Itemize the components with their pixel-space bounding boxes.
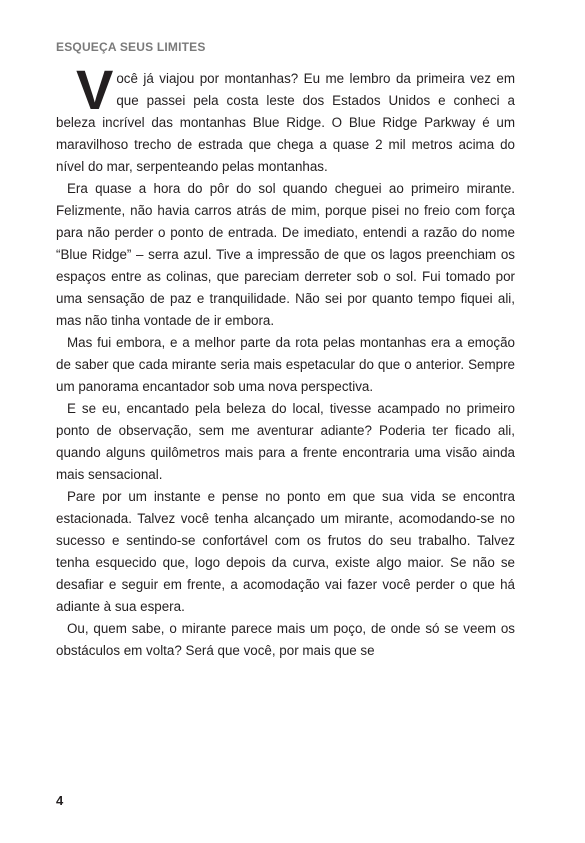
paragraph-2: Era quase a hora do pôr do sol quando cheguei ao primeiro mirante. Felizmente, não havia carros atrás de mim, porque pisei no freio com força para não perder o ponto de entrada. De imediato, entendi a razão do nome “Blue Ridge” – serra azul. Tive a impressão de que os lagos preenchiam os espaços entre as colinas, que pareciam derreter sob o sol. Fui tomado por uma sensação de paz e tranquilidade. Não sei por quanto tempo fiquei ali, mas não tinha vontade de ir embora. <box>56 181 515 328</box>
paragraph-4: E se eu, encantado pela beleza do local, tivesse acampado no primeiro ponto de observação, sem me aventurar adiante? Poderia ter ficado ali, quando alguns quilômetros mais para a frente encontraria uma visão ainda mais sensacional. <box>56 401 515 482</box>
paragraph-6: Ou, quem sabe, o mirante parece mais um poço, de onde só se veem os obstáculos em volta? Será que você, por mais que se <box>56 621 515 658</box>
page-number: 4 <box>56 793 64 808</box>
paragraph-3: Mas fui embora, e a melhor parte da rota pelas montanhas era a emoção de saber que cada mirante seria mais espetacular do que o anterior. Sempre um panorama encantador sob uma nova perspectiva. <box>56 335 515 394</box>
body-text <box>56 58 515 662</box>
running-header: ESQUEÇA SEUS LIMITES <box>56 40 206 54</box>
paragraph-5: Pare por um instante e pense no ponto em que sua vida se encontra estacionada. Talvez você tenha alcançado um mirante, acomodando-se no sucesso e sentindo-se confortável com os frutos do seu trabalho. Talvez tenha esquecido que, logo depois da curva, existe algo maior. Se não se desafiar e seguir em frente, a acomodação vai fazer você perder o que há adiante à sua espera. <box>56 489 515 614</box>
paragraph-1 <box>56 58 515 178</box>
drop-cap: V <box>76 58 114 121</box>
paragraph-1-text: ocê já viajou por montanhas? Eu me lembro da primeira vez em que passei pela costa leste dos Estados Unidos e conheci a beleza incrível das montanhas Blue Ridge. O Blue Ridge Parkway é um maravilhoso trecho de estrada que chega a quase 2 mil metros acima do nível do mar, serpenteando pelas montanhas. <box>56 71 515 174</box>
